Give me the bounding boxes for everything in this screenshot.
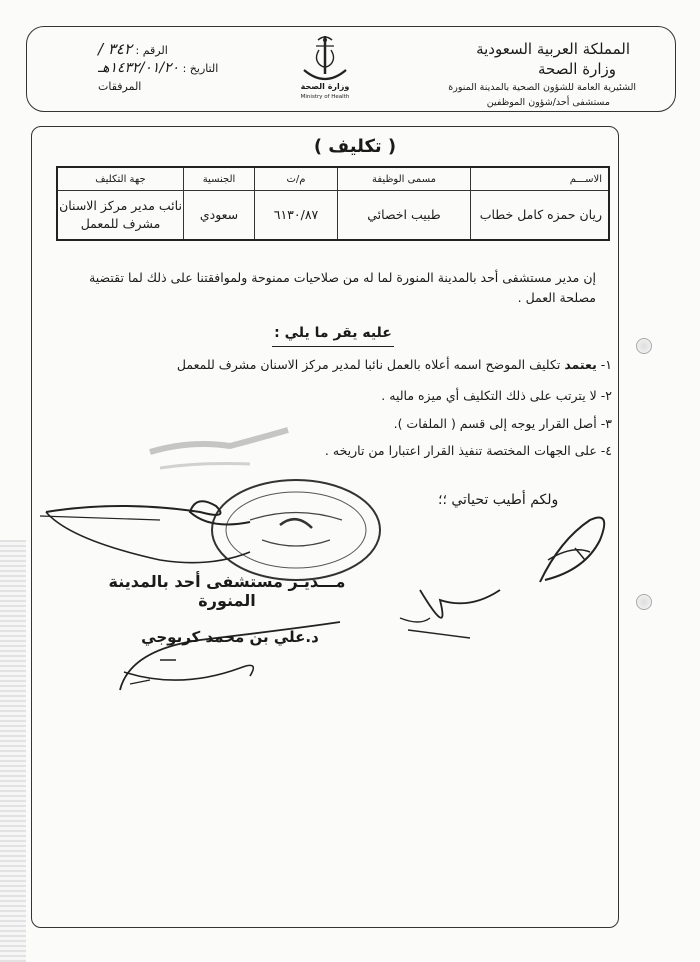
header-assignment: جهة التكليف [57, 167, 184, 191]
document-title: ( تكليف ) [313, 136, 397, 157]
middle-initials-signature [400, 590, 500, 638]
cell-nationality: سعودي [184, 191, 255, 241]
item-number: ٤- [600, 443, 612, 458]
intro-paragraph: إن مدير مستشفى أحد بالمدينة المنورة لما له من صلاحيات ممنوحة ولموافقتنا على ذلك لما تقتضية مصلحة العمل . [89, 270, 596, 305]
closing-greeting: ولكم أطيب تحياتي ؛؛ [438, 492, 559, 508]
kingdom-name: المملكة العربية السعودية [476, 40, 630, 58]
signatory-name: د.علي بن محمد كربوجي [141, 628, 319, 646]
item-number: ٢- [600, 388, 612, 403]
item-number: ١- [600, 357, 612, 372]
emblem-caption-en: Ministry of Health [300, 94, 350, 100]
cell-assignment: نائب مدير مركز الاسنان مشرف للمعمل [57, 191, 184, 241]
item-text: تكليف الموضح اسمه أعلاه بالعمل نائبا لمدير مركز الاسنان مشرف للمعمل [176, 357, 561, 372]
item-text: لا يترتب على ذلك التكليف أي ميزه ماليه . [381, 388, 597, 403]
item-number: ٣- [600, 416, 612, 431]
item-lead: يعتمد [564, 357, 597, 372]
punch-hole-lower [636, 594, 652, 610]
signatory-title: مـــديـر مستشفى أحد بالمدينة المنورة [108, 572, 346, 610]
right-approval-signature [540, 518, 604, 583]
number-value: ٣٤٢ / [98, 40, 132, 58]
punch-hole-upper [636, 338, 652, 354]
header-job-title: مسمى الوظيفة [338, 167, 471, 191]
date-label: التاريخ : [182, 62, 219, 75]
item-text: أصل القرار يوجه إلى قسم ( الملفات ). [393, 416, 597, 431]
attachments-label: المرفقات [98, 80, 142, 93]
cell-employee-no: ٦١٣٠/٨٧ [255, 191, 338, 241]
date-value: ١٤٣٢/٠١/٢٠هـ [98, 60, 180, 76]
number-label: الرقم : [135, 44, 168, 57]
directorate-name: الشئيرية العامة للشؤون الصحية بالمدينة المنورة [448, 82, 636, 93]
left-flourish-signature [40, 501, 250, 562]
header-nationality: الجنسية [184, 167, 255, 191]
faint-name-stamp [150, 430, 288, 468]
official-seal-icon [212, 480, 380, 580]
department-name: مستشفى أحد/شؤون الموظفين [486, 97, 610, 108]
item-text: على الجهات المختصة تنفيذ القرار اعتبارا من تاريخه . [324, 443, 597, 458]
header-employee-no: م/ت [255, 167, 338, 191]
cell-name: ريان حمزه كامل خطاب [471, 191, 610, 241]
emblem-caption-ar: وزارة الصحة [300, 82, 350, 91]
decision-heading: عليه يقر ما يلي : [274, 325, 392, 341]
ministry-name: وزارة الصحة [538, 60, 616, 78]
header-name: الاســـم [471, 167, 610, 191]
cell-job-title: طبيب اخصائي [338, 191, 471, 241]
